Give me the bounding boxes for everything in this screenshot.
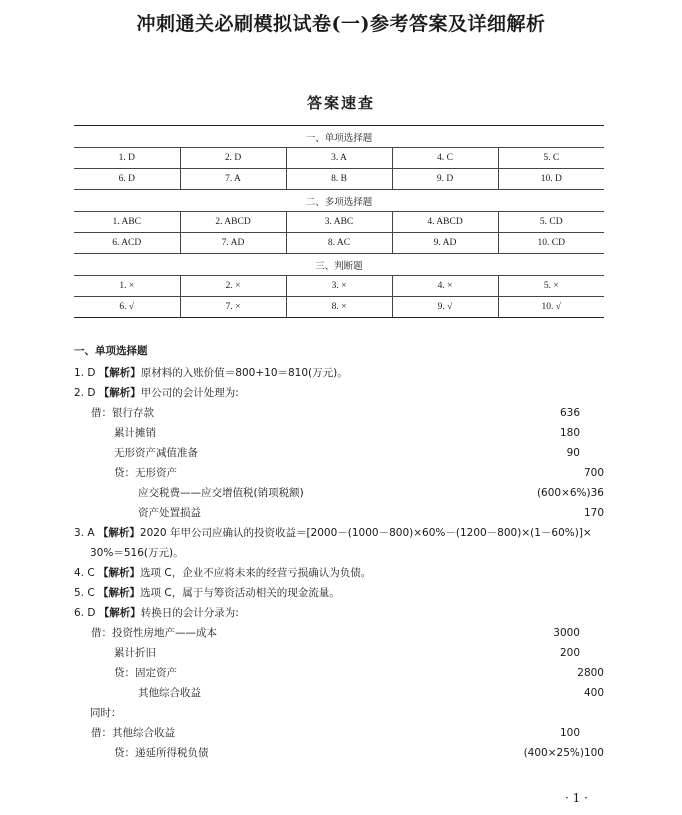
journal-entry-label: 应交税费——应交增值税(销项税额) [138,487,304,499]
journal-entry-amount: 700 [583,467,604,479]
page-title: 冲刺通关必刷模拟试卷(一)参考答案及详细解析 [136,13,546,35]
journal-entry-amount: 636 [559,407,580,419]
answer-cell: 2. × [180,276,286,297]
journal-entry-label: 其他综合收益 [138,687,201,699]
answer-cell: 10. √ [498,297,604,318]
multi-choice-title: 二、多项选择题 [74,190,604,212]
answer-cell: 1. ABC [74,212,180,233]
analysis-tag: 【解析】 [98,607,141,619]
journal-entry-label: 借：其他综合收益 [91,727,175,739]
journal-entry-label: 累计摊销 [114,427,156,439]
answer-table-section-row [74,190,604,212]
question-number: 6. D [74,607,96,619]
answer-cell: 8. B [286,169,392,190]
answer-cell: 1. D [74,148,180,169]
journal-entry-amount: 100 [559,727,580,739]
answer-table-row [74,148,604,169]
answer-quick-check-title: 答案速查 [306,94,375,112]
question-text: 甲公司的会计处理为: [140,387,239,399]
question-number: 1. D [74,367,96,379]
answer-table-row [74,212,604,233]
answer-cell: 5. CD [498,212,604,233]
question-text: 2020 年甲公司应确认的投资收益＝[2000－(1000－800)×60%－(1200－800)×(1－60%)]× [139,527,592,539]
journal-entry-label: 借：投资性房地产——成本 [91,627,217,639]
question-text: 转换日的会计分录为: [140,607,239,619]
analysis-tag: 【解析】 [98,367,141,379]
single-choice-title: 一、单项选择题 [74,126,604,148]
question-number: 5. C [74,587,95,599]
question-number: 4. C [74,567,95,579]
answer-cell: 7. AD [180,233,286,254]
answer-cell: 4. C [392,148,498,169]
judgement-title: 三、判断题 [74,254,604,276]
question-3 [74,526,592,540]
journal-entry-amount: 90 [566,447,580,459]
answer-table-section-row [74,254,604,276]
answer-cell: 3. ABC [286,212,392,233]
question-text: 选项 C，属于与筹资活动相关的现金流量。 [140,587,340,599]
answer-cell: 9. D [392,169,498,190]
answer-cell: 10. D [498,169,604,190]
analysis-tag: 【解析】 [98,567,141,579]
journal-entry-amount: 400 [583,687,604,699]
answer-cell: 9. AD [392,233,498,254]
answer-table [74,125,604,318]
answer-cell: 2. D [180,148,286,169]
analysis-tag: 【解析】 [98,387,141,399]
answer-cell: 10. CD [498,233,604,254]
question-2 [74,386,239,400]
question-text: 选项 C，企业不应将未来的经营亏损确认为负债。 [140,567,372,579]
answer-cell: 8. × [286,297,392,318]
answer-table-section-row [74,126,604,148]
answer-cell: 6. D [74,169,180,190]
journal-entry-label: 资产处置损益 [138,507,201,519]
question-1 [74,366,348,380]
answer-cell: 3. × [286,276,392,297]
answer-cell: 4. × [392,276,498,297]
journal-entry-label: 累计折旧 [114,647,156,659]
journal-entry-amount: 180 [559,427,580,439]
answer-cell: 1. × [74,276,180,297]
journal-entry-amount: (400×25%)100 [523,747,604,759]
question-number: 3. A [74,527,95,539]
analysis-heading: 一、单项选择题 [74,345,148,357]
answer-cell: 6. ACD [74,233,180,254]
question-text: 原材料的入账价值＝800+10＝810(万元)。 [140,367,348,379]
question-number: 2. D [74,387,96,399]
answer-cell: 7. × [180,297,286,318]
question-5 [74,586,340,600]
journal-entry-label: 贷：固定资产 [114,667,177,679]
answer-cell: 9. √ [392,297,498,318]
journal-entry-label: 无形资产减值准备 [114,447,198,459]
question-text-continued: 30%＝516(万元)。 [90,547,184,559]
answer-cell: 6. √ [74,297,180,318]
answer-table-row [74,276,604,297]
analysis-tag: 【解析】 [98,587,141,599]
journal-entry-amount: 2800 [577,667,604,679]
journal-entry-amount: 200 [559,647,580,659]
answer-table-row [74,169,604,190]
answer-table-row [74,297,604,318]
same-time-label: 同时： [90,707,122,719]
journal-entry-label: 贷：无形资产 [114,467,177,479]
journal-entry-amount: (600×6%)36 [536,487,604,499]
question-4 [74,566,371,580]
journal-entry-label: 贷：递延所得税负债 [114,747,209,759]
answer-cell: 4. ABCD [392,212,498,233]
answer-cell: 5. × [498,276,604,297]
page-number: · 1 · [565,791,588,805]
analysis-tag: 【解析】 [97,527,140,539]
answer-table-row [74,233,604,254]
answer-cell: 7. A [180,169,286,190]
question-6 [74,606,239,620]
answer-cell: 8. AC [286,233,392,254]
answer-cell: 3. A [286,148,392,169]
answer-cell: 2. ABCD [180,212,286,233]
journal-entry-amount: 170 [583,507,604,519]
answer-cell: 5. C [498,148,604,169]
journal-entry-amount: 3000 [553,627,580,639]
journal-entry-label: 借：银行存款 [91,407,154,419]
